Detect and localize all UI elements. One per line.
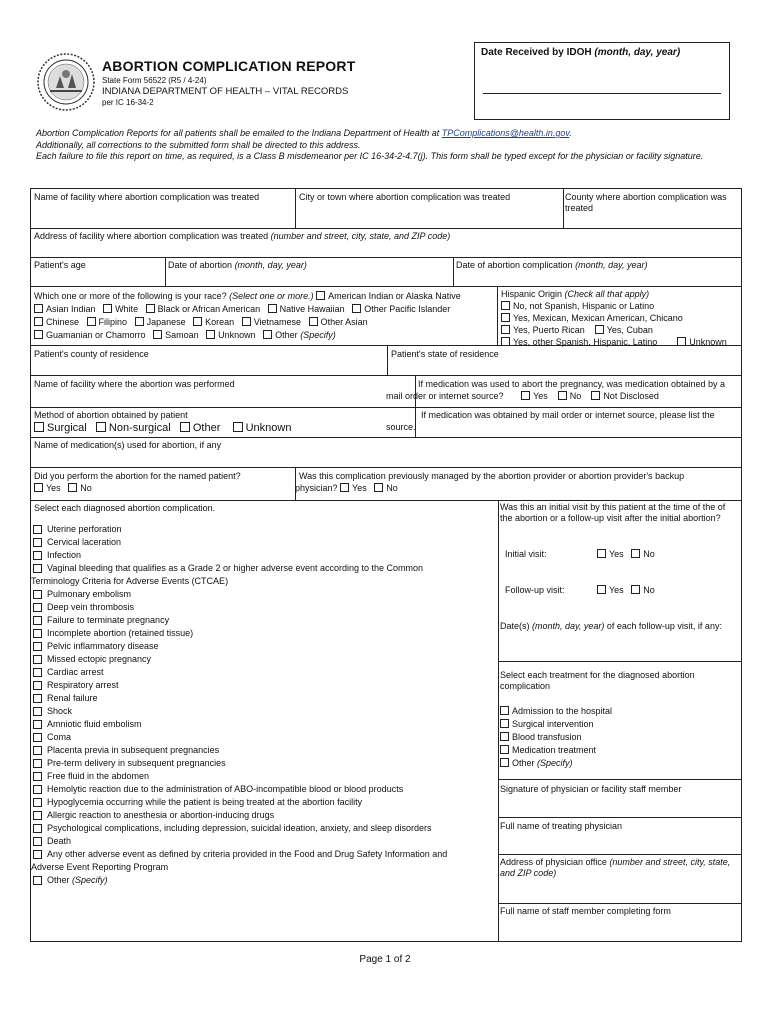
facility-performed-label: Name of facility where the abortion was performed bbox=[34, 379, 235, 389]
hispanic-pr-cuban-option: Yes, Puerto Rican Yes, Cuban bbox=[501, 325, 653, 336]
date-received-line bbox=[483, 93, 721, 94]
hispanic-no-option: No, not Spanish, Hispanic or Latino bbox=[501, 301, 654, 312]
medication-mail-question: If medication was used to abort the pregnancy, was medication obtained by a bbox=[418, 379, 726, 389]
treatment-medication-checkbox[interactable] bbox=[500, 745, 509, 754]
treatment-surgical: Surgical intervention bbox=[500, 719, 594, 730]
initial-visit-label: Initial visit: bbox=[505, 549, 547, 559]
complication-checkbox[interactable] bbox=[33, 824, 42, 833]
complication-checkbox[interactable] bbox=[33, 759, 42, 768]
complication-checkbox[interactable] bbox=[33, 590, 42, 599]
performed-options: Yes No bbox=[34, 483, 92, 494]
staff-name-label: Full name of staff member completing form bbox=[500, 906, 671, 916]
complication-checkbox[interactable] bbox=[33, 746, 42, 755]
treatment-medication: Medication treatment bbox=[500, 745, 596, 756]
page-title: ABORTION COMPLICATION REPORT bbox=[102, 58, 356, 74]
treatment-other-checkbox[interactable] bbox=[500, 758, 509, 767]
hispanic-mexican-checkbox[interactable] bbox=[501, 313, 510, 322]
managed-no-checkbox[interactable] bbox=[374, 483, 383, 492]
treatment-blood: Blood transfusion bbox=[500, 732, 582, 743]
facility-address-label: Address of facility where abortion complication was treated (number and street, city, state, and ZIP code) bbox=[34, 231, 451, 241]
followup-no-checkbox[interactable] bbox=[631, 585, 640, 594]
initial-no-checkbox[interactable] bbox=[631, 549, 640, 558]
medication-mail-question-2: mail order or internet source? Yes No Not Disclosed bbox=[386, 391, 659, 401]
email-link[interactable]: TPComplications@health.in.gov bbox=[441, 128, 570, 138]
mail-not-disclosed-checkbox[interactable] bbox=[591, 391, 600, 400]
facility-county-label: County where abortion complication was treated bbox=[565, 192, 727, 213]
page-number: Page 1 of 2 bbox=[359, 954, 411, 965]
performed-question: Did you perform the abortion for the named patient? bbox=[34, 471, 241, 481]
race-other-asian-checkbox[interactable] bbox=[309, 317, 318, 326]
race-other-checkbox[interactable] bbox=[263, 330, 272, 339]
race-korean-checkbox[interactable] bbox=[193, 317, 202, 326]
race-white-checkbox[interactable] bbox=[103, 304, 112, 313]
date-received-box[interactable] bbox=[474, 42, 730, 120]
performed-no-checkbox[interactable] bbox=[68, 483, 77, 492]
method-unknown-checkbox[interactable] bbox=[233, 422, 243, 432]
select-complication-label: Select each diagnosed abortion complication. bbox=[34, 503, 216, 513]
complication-checkbox[interactable] bbox=[33, 772, 42, 781]
mail-no-checkbox[interactable] bbox=[558, 391, 567, 400]
hispanic-other-checkbox[interactable] bbox=[501, 337, 510, 346]
complication-date-label: Date of abortion complication (month, day, year) bbox=[456, 260, 648, 270]
complication-checkbox[interactable] bbox=[33, 525, 42, 534]
abortion-date-label: Date of abortion (month, day, year) bbox=[168, 260, 307, 270]
complication-checkbox[interactable] bbox=[33, 668, 42, 677]
race-row-2: Asian Indian White Black or African American Native Hawaiian Other Pacific Islander bbox=[34, 304, 450, 315]
complication-checkbox[interactable] bbox=[33, 694, 42, 703]
complication-checkbox[interactable] bbox=[33, 798, 42, 807]
physician-address-label: Address of physician office (number and street, city, state, and ZIP code) bbox=[500, 857, 731, 878]
managed-yes-checkbox[interactable] bbox=[340, 483, 349, 492]
race-row-4: Guamanian or Chamorro Samoan Unknown Other (Specify) bbox=[34, 330, 336, 341]
complication-checkbox[interactable] bbox=[33, 733, 42, 742]
complication-checkbox[interactable] bbox=[33, 629, 42, 638]
hispanic-mexican-option: Yes, Mexican, Mexican American, Chicano bbox=[501, 313, 683, 324]
complication-form: Name of facility where abortion complication was treated City or town where abortion complication was treated County where abortion complication was treated Address of facility where abortion complication was treated (number and street, city, state, and ZIP code) Patient's age Date of abortion (month, day, year) Date of abortion complication (month, day, year) Which one or more of the following is your race? (Select one or more.) American Indian or Alaska Native Asian Indian White Black or African American Native Hawaiian Other Pacific Islander Chinese Filipino Japanese Korean Vietnamese Other Asian Guamanian or Chamorro Samoan Unknown Other (Specify) Hispanic Origin (Check all that apply) No, not Spanish, Hispanic or Latino Yes, Mexican, Mexican American, Chicano Yes, Puerto Rican Yes, Cuban Yes, other Spanish, Hispanic, Latino Unknown Patient's county of residence Patient's state of residence Name of facility where the abortion was performed If medication was used to abort the pregnancy, was medication obtained by a mail order or internet source? Yes No Not Disclosed Method of abortion obtained by patient Surgical Non-surgical Other Unknown If medication was obtained by mail order or internet source, please list the source. Name of medication(s) used for abortion, if any Did you perform the abortion for the named patient? Yes No Was this complication previously managed by the abortion provider or abortion provider's backup physician? Yes No Select each diagnosed abortion complication. Uterine perforation Cervical laceration Infection Vaginal bleeding that qualifies as a Grade 2 or higher adverse event according to the Common Terminology Criteria for Adverse Events (CTCAE) Pulmonary embolism Deep vein thrombosis Failure to terminate pregnancy Incomplete abortion (retained tissue) Pelvic inflammatory disease Missed ectopic pregnancy Cardiac arrest Respiratory arrest Renal failure Shock Amniotic fluid embolism Coma Placenta previa in subsequent pregnancies Pre-term delivery in subsequent pregnancies Free fluid in the abdomen Hemolytic reaction due to the administration of ABO-incompatible blood or blood products Hypoglycemia occurring while the patient is being treated at the abortion facility Allergic reaction to anesthesia or abortion-inducing drugs Psychological complications, including depression, suicidal ideation, anxiety, and sleep disorders Death Any other adverse event as defined by criteria provided in the Food and Drug Safety Information and Adverse Event Reporting Program Other (Specify) Was this an initial visit by this patient at the time of the of the abortion or a follow-up visit after the initial abortion? Initial visit: Yes No Follow-up visit: Yes No Date(s) (month, day, year) of each follow-up visit, if any: Select each treatment for the diagnosed abortion complication Admission to the hospital Surgical intervention Blood transfusion Medication treatment Other (Specify) Signature of physician or facility staff member Full name of treating physician Address of physician office (number and street, city, state, and ZIP code) Full name of staff member completing form bbox=[30, 188, 742, 942]
statute-reference: per IC 16-34-2 bbox=[102, 98, 154, 107]
facility-name-label: Name of facility where abortion complication was treated bbox=[34, 192, 260, 202]
followup-yes-checkbox[interactable] bbox=[597, 585, 606, 594]
hispanic-origin-label: Hispanic Origin (Check all that apply) bbox=[501, 289, 650, 299]
managed-options: physician? Yes No bbox=[295, 483, 398, 493]
complication-checkbox[interactable] bbox=[33, 603, 42, 612]
hispanic-puerto-rican-checkbox[interactable] bbox=[501, 325, 510, 334]
followup-visit-options: Yes No bbox=[597, 585, 655, 596]
complication-checkbox[interactable] bbox=[33, 681, 42, 690]
followup-visit-label: Follow-up visit: bbox=[505, 585, 565, 595]
treatment-admission: Admission to the hospital bbox=[500, 706, 612, 717]
complication-checkbox[interactable] bbox=[33, 876, 42, 885]
initial-yes-checkbox[interactable] bbox=[597, 549, 606, 558]
physician-name-label: Full name of treating physician bbox=[500, 821, 623, 831]
hispanic-other-option: Yes, other Spanish, Hispanic, Latino Unknown bbox=[501, 337, 727, 348]
complication-checkbox[interactable] bbox=[33, 785, 42, 794]
race-native-hawaiian-checkbox[interactable] bbox=[268, 304, 277, 313]
followup-dates-label: Date(s) (month, day, year) of each follow-up visit, if any: bbox=[500, 621, 722, 631]
complication-checkbox[interactable] bbox=[33, 837, 42, 846]
race-question: Which one or more of the following is your race? (Select one or more.) American Indian or Alaska Native bbox=[34, 291, 461, 301]
patient-state-label: Patient's state of residence bbox=[391, 349, 499, 359]
complication-checkbox[interactable] bbox=[33, 538, 42, 547]
complication-checkbox[interactable] bbox=[33, 655, 42, 664]
patient-county-label: Patient's county of residence bbox=[34, 349, 149, 359]
race-vietnamese-checkbox[interactable] bbox=[242, 317, 251, 326]
complication-checkbox[interactable] bbox=[33, 642, 42, 651]
mail-source-label: If medication was obtained by mail order or internet source, please list the bbox=[421, 410, 715, 420]
race-asian-indian-checkbox[interactable] bbox=[34, 304, 43, 313]
race-samoan-checkbox[interactable] bbox=[153, 330, 162, 339]
treatment-admission-checkbox[interactable] bbox=[500, 706, 509, 715]
initial-visit-options: Yes No bbox=[597, 549, 655, 560]
instructions: Abortion Complication Reports for all patients shall be emailed to the Indiana Department of Health at TPComplications@health.in.gov. Additionally, all corrections to the submitted form shall be directed to this address. Each failure to file this report on time, as required, is a Class B misdemeanor per IC 16-34-2-4.7(j). This form shall be typed except for the physician or facility signature. bbox=[36, 128, 704, 161]
complication-checkbox[interactable] bbox=[33, 707, 42, 716]
method-nonsurgical-checkbox[interactable] bbox=[96, 422, 106, 432]
facility-city-label: City or town where abortion complication was treated bbox=[299, 192, 511, 202]
complication-checkbox[interactable] bbox=[33, 720, 42, 729]
race-american-indian-checkbox[interactable] bbox=[316, 291, 325, 300]
complication-checkbox[interactable] bbox=[33, 551, 42, 560]
initial-visit-question: Was this an initial visit by this patient at the time of the of the abortion or a follow-up visit after the initial abortion? bbox=[500, 502, 726, 523]
method-label: Method of abortion obtained by patient bbox=[34, 410, 188, 420]
race-unknown-checkbox[interactable] bbox=[206, 330, 215, 339]
department-name: INDIANA DEPARTMENT OF HEALTH – VITAL RECORDS bbox=[102, 86, 349, 97]
treatment-other: Other (Specify) bbox=[500, 758, 573, 769]
signature-label: Signature of physician or facility staff member bbox=[500, 784, 682, 794]
medication-names-label: Name of medication(s) used for abortion, if any bbox=[34, 440, 222, 450]
patient-age-label: Patient's age bbox=[34, 260, 86, 270]
managed-question: Was this complication previously managed by the abortion provider or abortion provider's backup bbox=[299, 471, 685, 481]
complication-checkbox[interactable] bbox=[33, 811, 42, 820]
hispanic-no-checkbox[interactable] bbox=[501, 301, 510, 310]
race-filipino-checkbox[interactable] bbox=[87, 317, 96, 326]
state-seal-icon bbox=[36, 52, 96, 112]
state-form-number: State Form 56522 (R5 / 4-24) bbox=[102, 76, 207, 85]
race-other-pacific-checkbox[interactable] bbox=[352, 304, 361, 313]
race-black-checkbox[interactable] bbox=[146, 304, 155, 313]
race-chinese-checkbox[interactable] bbox=[34, 317, 43, 326]
mail-yes-checkbox[interactable] bbox=[521, 391, 530, 400]
method-surgical-checkbox[interactable] bbox=[34, 422, 44, 432]
race-row-3: Chinese Filipino Japanese Korean Vietnamese Other Asian bbox=[34, 317, 368, 328]
treatment-question: Select each treatment for the diagnosed abortion complication bbox=[500, 670, 695, 691]
date-received-label: Date Received by IDOH (month, day, year) bbox=[481, 47, 681, 58]
mail-source-label-2: source. bbox=[386, 422, 416, 432]
treatment-blood-checkbox[interactable] bbox=[500, 732, 509, 741]
race-guamanian-checkbox[interactable] bbox=[34, 330, 43, 339]
race-japanese-checkbox[interactable] bbox=[135, 317, 144, 326]
complication-checkbox[interactable] bbox=[33, 616, 42, 625]
hispanic-unknown-checkbox[interactable] bbox=[677, 337, 686, 346]
method-other-checkbox[interactable] bbox=[180, 422, 190, 432]
complication-checkbox[interactable] bbox=[33, 850, 42, 859]
complication-checkbox[interactable] bbox=[33, 564, 42, 573]
hispanic-cuban-checkbox[interactable] bbox=[595, 325, 604, 334]
method-options: Surgical Non-surgical Other Unknown bbox=[34, 422, 291, 434]
treatment-surgical-checkbox[interactable] bbox=[500, 719, 509, 728]
performed-yes-checkbox[interactable] bbox=[34, 483, 43, 492]
